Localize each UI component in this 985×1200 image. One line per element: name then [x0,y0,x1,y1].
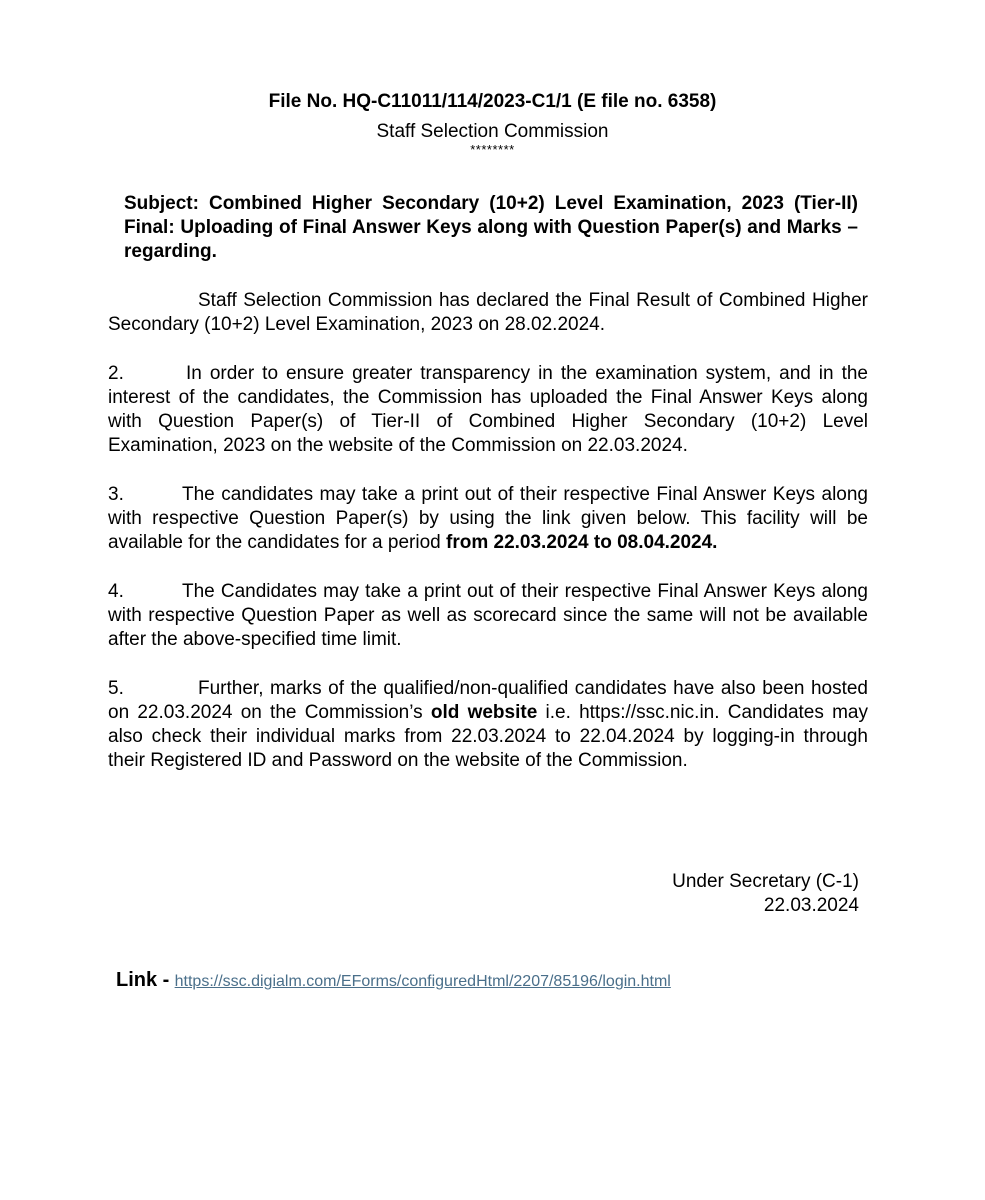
intro-paragraph: Staff Selection Commission has declared the Final Result of Combined Higher Secondary (10+2) Level Examination, 2023 on 28.02.2024. [108,290,868,335]
paragraph-text: The candidates may take a print out of their respective Final Answer Keys along with respective Question Paper(s) by using the link given below. This facility will be available for the candidates for a period [108,484,868,553]
answer-key-login-link[interactable]: https://ssc.digialm.com/EForms/configuredHtml/2207/85196/login.html [174,973,671,990]
file-number: File No. HQ-C11011/114/2023-C1/1 (E file no. 6358) [268,91,717,112]
paragraph-5 [108,677,868,773]
paragraph-3 [108,483,868,555]
paragraph-number: 3. [108,484,124,505]
separator-stars: ******** [470,142,515,157]
signature-date: 22.03.2024 [763,895,859,916]
period-dates: from 22.03.2024 to 08.04.2024. [446,532,718,553]
paragraph-text: Further, marks of the qualified/non-qualified candidates have also been hosted on 22.03.2024 on the Commission’s [108,678,868,723]
paragraph-text: In order to ensure greater transparency in the examination system, and in the interest of the candidates, the Commission has uploaded the Final Answer Keys along with Question Paper(s) of Tier-II of Combined Higher Secondary (10+2) Level Examination, 2023 on the website of the Commission on 22.03.2024. [108,363,868,456]
link-label: Link - [116,969,170,991]
paragraph-4 [108,580,868,652]
paragraph-number: 5. [108,678,124,699]
signatory-designation: Under Secretary (C-1) [672,871,859,892]
old-website-label: old website [430,702,538,723]
paragraph-number: 2. [108,363,124,384]
paragraph-text: The Candidates may take a print out of their respective Final Answer Keys along with respective Question Paper as well as scorecard since the same will not be available after the above-specified time limit. [108,581,868,650]
paragraph-text-continued: i.e. https://ssc.nic.in. Candidates may also check their individual marks from 22.03.2024 to 22.04.2024 by logging-in through their Registered ID and Password on the website of the Commission. [108,702,868,771]
paragraph-number: 4. [108,581,124,602]
paragraph-2 [108,362,868,458]
signature-block [560,870,859,918]
subject-line: Subject: Combined Higher Secondary (10+2) Level Examination, 2023 (Tier-II) Final: Uploading of Final Answer Keys along with Question Paper(s) and Marks – regarding. [124,193,858,262]
link-row [116,966,671,996]
organization-name: Staff Selection Commission [376,121,609,142]
